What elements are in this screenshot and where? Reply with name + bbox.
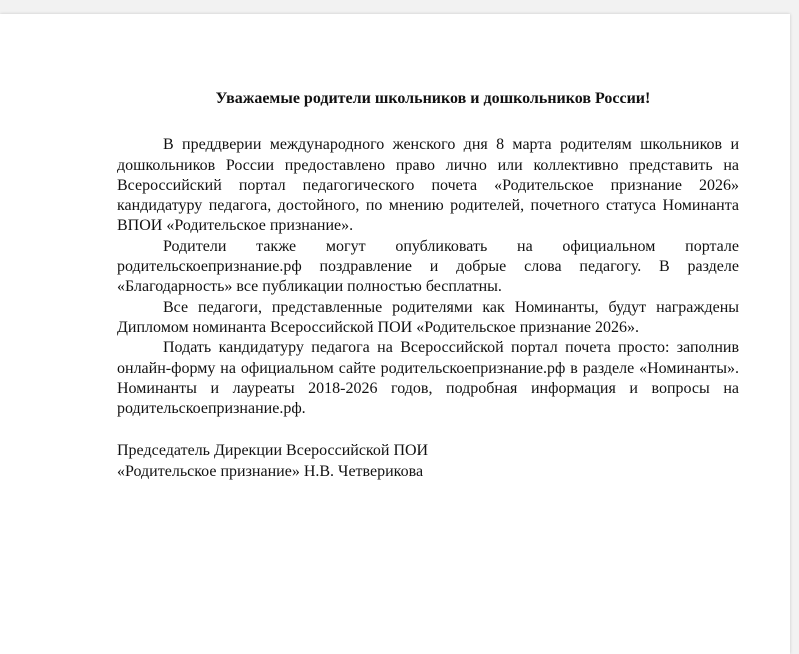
document-content	[117, 89, 739, 482]
document-title: Уважаемые родители школьников и дошкольников России!	[215, 90, 651, 107]
signature-block	[117, 441, 739, 482]
signature-line-1: Председатель Дирекции Всероссийской ПОИ	[117, 442, 429, 460]
paragraph-4: Подать кандидатуру педагога на Всероссийской портал почета просто: заполнив онлайн-форму на официальном сайте родительскоепризнание.рф в разделе «Номинанты». Номинанты и лауреаты 2018-2026 годов, подробная информация и вопросы на родительскоепризнание.рф.	[117, 339, 739, 418]
paragraph-1: В преддверии международного женского дня 8 марта родителям школьников и дошкольников России предоставлено право лично или коллективно представить на Всероссийский портал педагогического почета «Родительское признание 2026» кандидатуру педагога, достойного, по мнению родителей, почетного статуса Номинанта ВПОИ «Родительское признание».	[117, 136, 739, 235]
paragraph-2: Родители также могут опубликовать на официальном портале родительскоепризнание.рф поздравление и добрые слова педагогу. В разделе «Благодарность» все публикации полностью бесплатны.	[117, 237, 739, 296]
signature-line-2: «Родительское признание» Н.В. Четверикова	[117, 462, 424, 480]
document-page	[0, 14, 790, 654]
paragraph-3: Все педагоги, представленные родителями как Номинанты, будут награждены Дипломом номинанта Всероссийской ПОИ «Родительское признание 2026».	[117, 298, 739, 336]
